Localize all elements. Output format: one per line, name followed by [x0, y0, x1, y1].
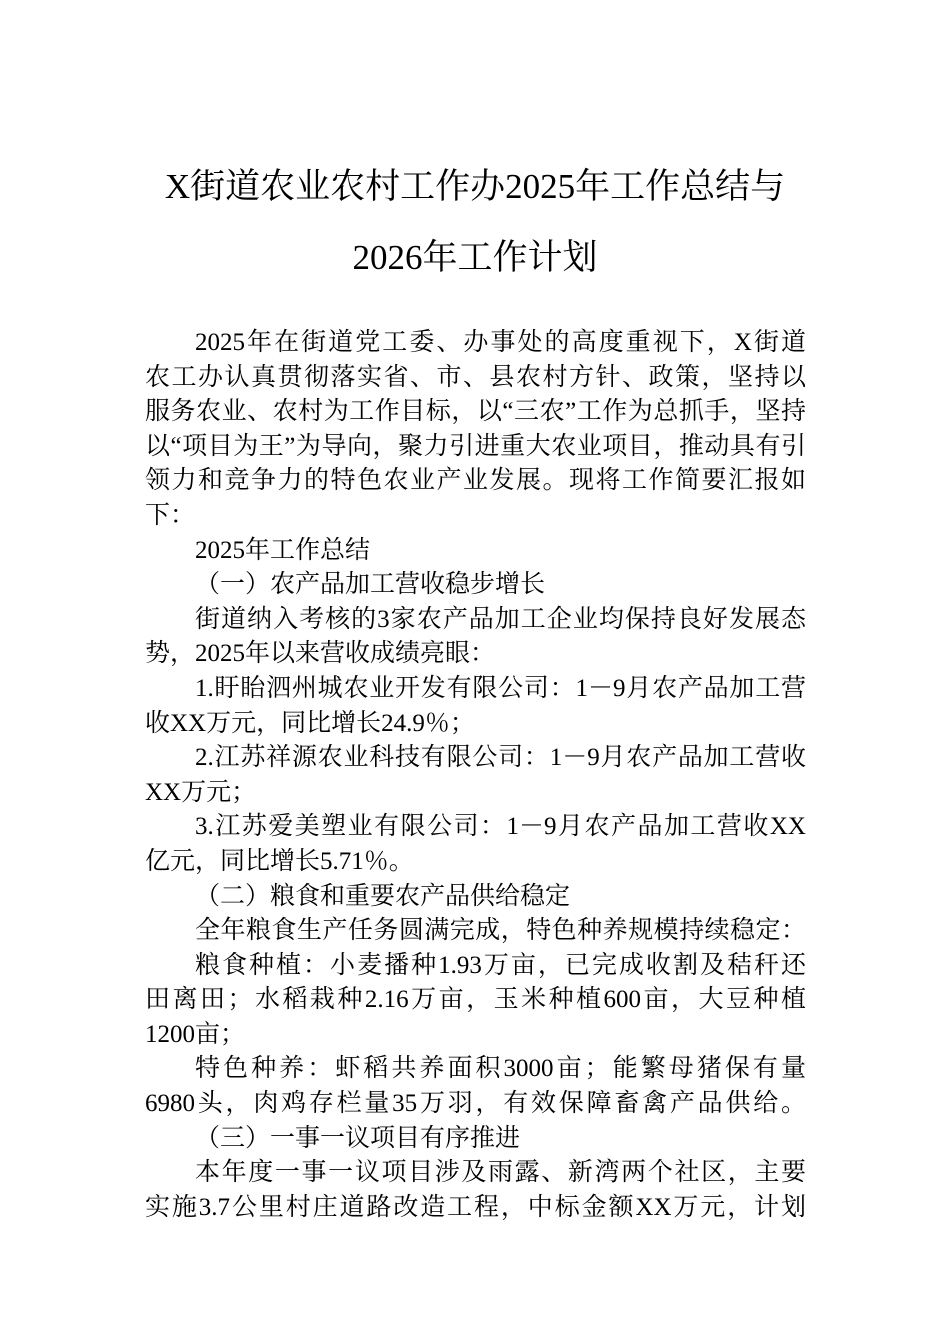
text-line: 服务农业、农村为工作目标，以“三农”工作为总抓手，坚持	[145, 398, 806, 426]
text-line: 农工办认真贯彻落实省、市、县农村方针、政策，坚持以	[145, 363, 806, 391]
text-line: 下：	[145, 501, 196, 529]
document-body	[145, 326, 806, 1225]
text-line: 1200亩；	[145, 1020, 246, 1048]
text-line: 2025年在街道党工委、办事处的高度重视下，X街道	[195, 329, 806, 356]
text-line: 6980头，肉鸡存栏量35万羽，有效保障畜禽产品供给。	[145, 1090, 806, 1118]
text-line: 以“项目为王”为导向，聚力引进重大农业项目，推动具有引	[145, 432, 806, 460]
text-line: 领力和竞争力的特色农业产业发展。现将工作简要汇报如	[145, 467, 806, 495]
text-line: （二）粮食和重要农产品供给稳定	[195, 882, 571, 910]
text-line: （一）农产品加工营收稳步增长	[195, 571, 546, 599]
text-line: 本年度一事一议项目涉及雨露、新湾两个社区，主要	[195, 1159, 806, 1187]
text-line: 势，2025年以来营收成绩亮眼：	[145, 640, 496, 668]
text-line: 特色种养：虾稻共养面积3000亩；能繁母猪保有量	[195, 1055, 806, 1083]
text-line: 田离田；水稻栽种2.16万亩，玉米种植600亩，大豆种植	[145, 986, 806, 1014]
text-line: 粮食种植：小麦播种1.93万亩，已完成收割及秸秆还	[195, 951, 806, 979]
text-line: 2.江苏祥源农业科技有限公司：1－9月农产品加工营收	[195, 744, 806, 772]
text-line: 收XX万元，同比增长24.9％；	[145, 709, 475, 737]
text-line: 亿元，同比增长5.71％。	[145, 847, 414, 875]
text-line: 1.盱眙泗州城农业开发有限公司：1－9月农产品加工营	[195, 674, 806, 702]
text-line: 2025年工作总结	[195, 536, 371, 564]
text-line: 3.江苏爱美塑业有限公司：1－9月农产品加工营收XX	[195, 813, 806, 841]
text-line: XX万元；	[145, 778, 257, 806]
text-line: 全年粮食生产任务圆满完成，特色种养规模持续稳定：	[195, 917, 806, 945]
text-line: 街道纳入考核的3家农产品加工企业均保持良好发展态	[195, 605, 806, 633]
text-line: （三）一事一议项目有序推进	[195, 1124, 521, 1152]
document-title-line-1: X街道农业农村工作办2025年工作总结与	[164, 167, 786, 206]
document-title-line-2: 2026年工作计划	[352, 238, 598, 277]
text-line: 实施3.7公里村庄道路改造工程，中标金额XX万元，计划	[145, 1193, 806, 1221]
